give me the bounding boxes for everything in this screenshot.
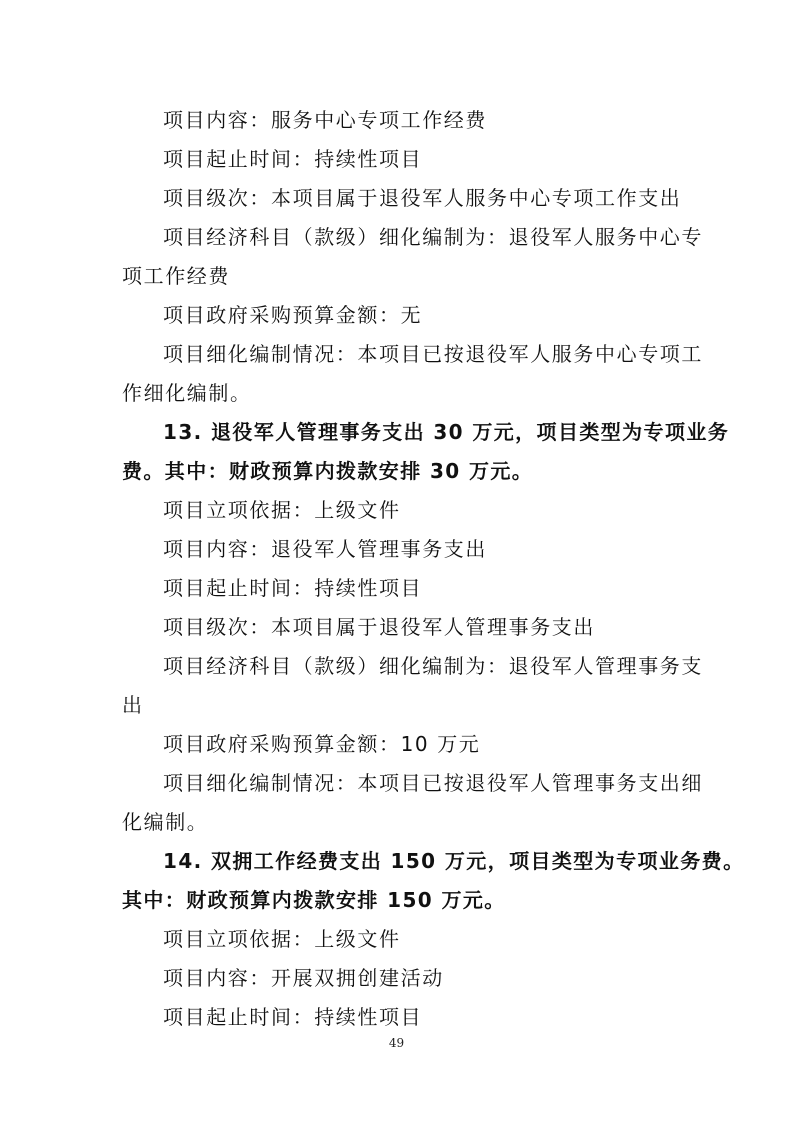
text-line: 出 bbox=[122, 693, 144, 717]
section-heading-14: 14. 双拥工作经费支出 150 万元，项目类型为专项业务费。 bbox=[163, 849, 745, 873]
text-line: 作细化编制。 bbox=[122, 381, 252, 405]
text-line: 项目起止时间：持续性项目 bbox=[163, 576, 423, 600]
section-heading-13: 13. 退役军人管理事务支出 30 万元，项目类型为专项业务 bbox=[163, 420, 730, 444]
text-line: 项目经济科目（款级）细化编制为：退役军人服务中心专 bbox=[163, 225, 703, 249]
text-line: 项目内容：服务中心专项工作经费 bbox=[163, 108, 487, 132]
text-line: 项目细化编制情况：本项目已按退役军人服务中心专项工 bbox=[163, 342, 703, 366]
text-line: 项目内容：开展双拥创建活动 bbox=[163, 966, 444, 990]
section-heading-14-cont: 其中：财政预算内拨款安排 150 万元。 bbox=[122, 888, 506, 912]
text-line: 项目起止时间：持续性项目 bbox=[163, 1005, 423, 1029]
text-line: 项目立项依据：上级文件 bbox=[163, 498, 401, 522]
text-line: 项目起止时间：持续性项目 bbox=[163, 147, 423, 171]
section-heading-13-cont: 费。其中：财政预算内拨款安排 30 万元。 bbox=[122, 459, 534, 483]
text-line: 项目细化编制情况：本项目已按退役军人管理事务支出细 bbox=[163, 771, 703, 795]
text-line: 项目政府采购预算金额：无 bbox=[163, 303, 423, 327]
text-line: 项工作经费 bbox=[122, 264, 230, 288]
text-line: 项目立项依据：上级文件 bbox=[163, 927, 401, 951]
text-line: 化编制。 bbox=[122, 810, 209, 834]
text-line: 项目政府采购预算金额：10 万元 bbox=[163, 732, 481, 756]
page-number: 49 bbox=[388, 1036, 405, 1050]
text-line: 项目经济科目（款级）细化编制为：退役军人管理事务支 bbox=[163, 654, 703, 678]
text-line: 项目级次：本项目属于退役军人管理事务支出 bbox=[163, 615, 595, 639]
text-line: 项目内容：退役军人管理事务支出 bbox=[163, 537, 487, 561]
text-line: 项目级次：本项目属于退役军人服务中心专项工作支出 bbox=[163, 186, 682, 210]
